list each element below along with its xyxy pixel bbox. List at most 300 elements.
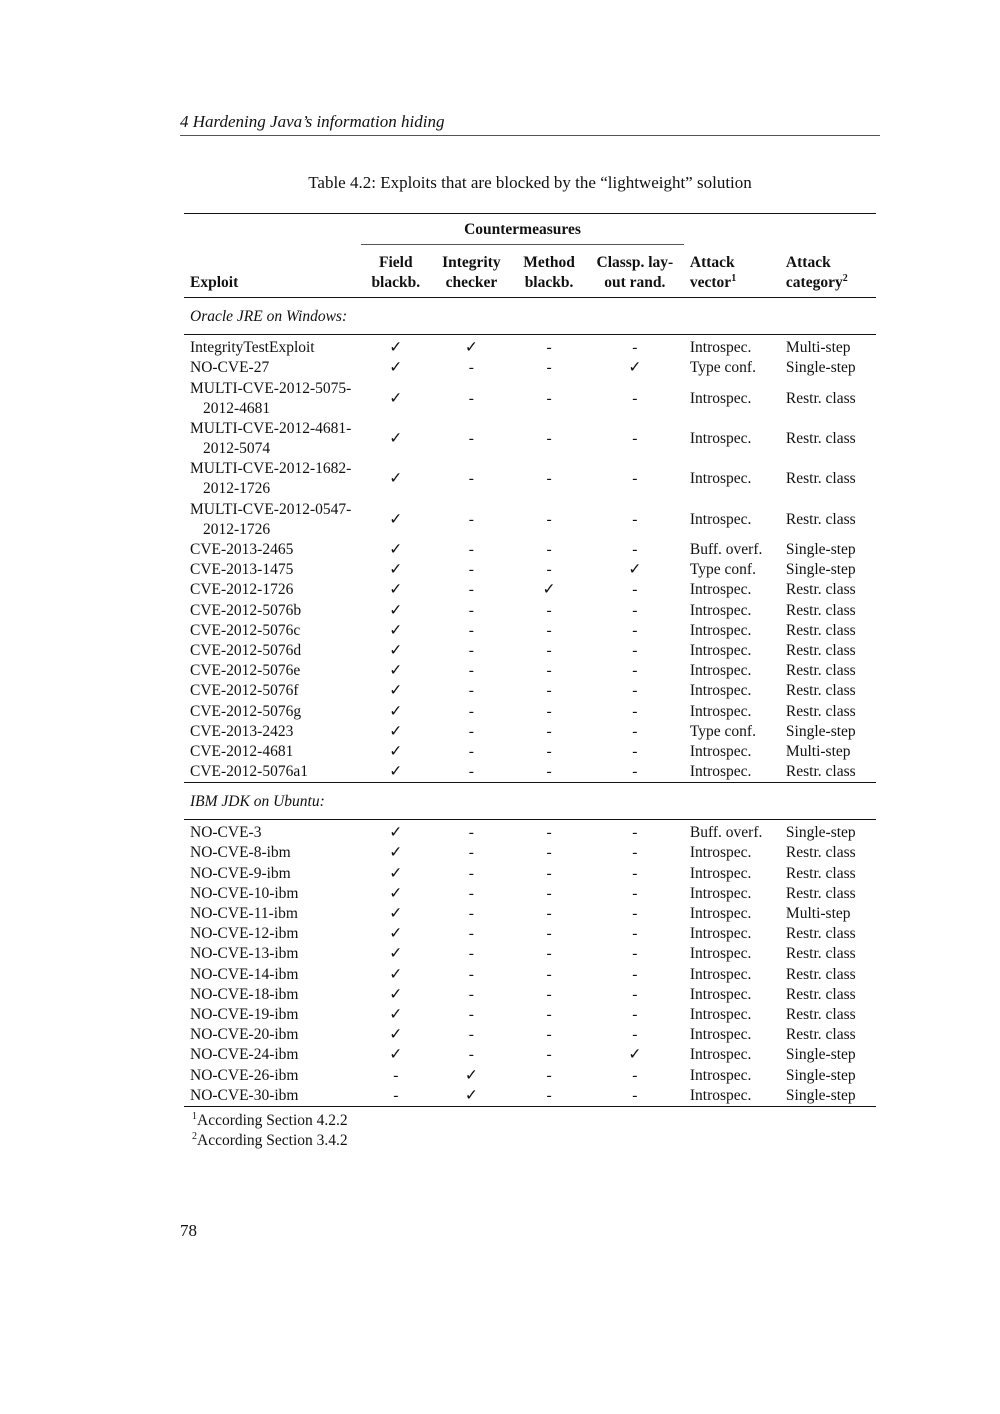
attack-category-cell: Restr. class [785,925,856,943]
method-blackb-cell: - [546,510,552,528]
attack-category-cell: Multi-step [785,339,851,357]
classp-layout-rand-cell: - [632,682,638,700]
attack-category-cell: Single-step [780,1086,876,1107]
attack-vector-cell: Introspec. [689,905,752,923]
method-blackb-cell: - [546,905,552,923]
classp-layout-rand-cell: - [632,905,638,923]
method-blackb-cell: - [546,682,552,700]
method-blackb-cell: - [546,662,552,680]
attack-category-cell: Restr. class [785,470,856,488]
table-row [184,419,876,459]
attack-category-cell: Restr. class [785,601,856,619]
attack-vector-cell: Type conf. [689,722,756,740]
method-blackb-cell: - [546,985,552,1003]
attack-vector-cell: Introspec. [684,1086,780,1107]
section-header-row [184,783,876,820]
exploit-name-cell [184,459,361,499]
field-blackb-cell: ✓ [389,722,403,740]
field-blackb-cell: ✓ [389,1046,403,1064]
field-blackb-cell: ✓ [389,682,403,700]
attack-category-cell: Restr. class [785,682,856,700]
field-blackb-cell: ✓ [389,561,403,579]
attack-category-cell: Single-step [785,824,856,842]
classp-layout-rand-cell: - [632,965,638,983]
exploit-name-line: NO-CVE-3 [190,824,262,842]
classp-layout-rand-cell: - [632,824,638,842]
classp-layout-rand-cell: - [632,1066,638,1084]
integrity-checker-cell: - [468,581,474,599]
exploit-name-cell [184,560,361,580]
exploit-name-line: NO-CVE-24-ibm [190,1046,299,1064]
attack-vector-cell: Introspec. [689,470,752,488]
integrity-checker-cell: - [468,429,474,447]
table-caption: Table 4.2: Exploits that are blocked by the “lightweight” solution [308,173,752,192]
exploit-name-line: NO-CVE-8-ibm [190,844,291,862]
table-row [184,1045,876,1065]
method-blackb-cell: - [512,762,586,783]
exploit-name-cell [184,601,361,621]
attack-vector-cell: Introspec. [689,1005,752,1023]
table-row [184,580,876,600]
integrity-checker-cell: - [468,905,474,923]
exploit-name-line: CVE-2013-2465 [190,541,294,559]
attack-vector-cell: Type conf. [689,561,756,579]
classp-layout-rand-cell: - [632,722,638,740]
method-blackb-cell: - [546,702,552,720]
attack-category-cell: Single-step [785,541,856,559]
method-blackb-cell: - [546,429,552,447]
table-row [184,1086,876,1107]
attack-vector-cell: Introspec. [689,662,752,680]
classp-layout-rand-cell: - [632,925,638,943]
running-head: 4 Hardening Java’s information hiding [180,112,880,136]
attack-category-cell: Restr. class [785,945,856,963]
section-title: Oracle JRE on Windows: [184,298,876,335]
field-blackb-cell: - [393,1066,399,1084]
exploit-name-cell [184,500,361,540]
attack-vector-cell: Introspec. [684,762,780,783]
table-row [184,904,876,924]
table-row [184,1005,876,1025]
integrity-checker-cell: - [468,389,474,407]
classp-layout-rand-cell: ✓ [628,1046,642,1064]
table-row [184,661,876,681]
table-row [184,843,876,863]
exploit-name-cell [184,701,361,721]
exploit-name-line: MULTI-CVE-2012-5075- [190,379,352,397]
exploit-name-cell [184,661,361,681]
table-row [184,621,876,641]
table-row [184,965,876,985]
integrity-checker-cell: - [468,722,474,740]
field-blackb-cell: ✓ [389,621,403,639]
attack-vector-cell: Introspec. [689,641,752,659]
table-row [184,762,876,783]
integrity-checker-cell: - [468,359,474,377]
field-blackb-cell: ✓ [389,864,403,882]
exploit-name-cell [184,358,361,378]
table-row [184,540,876,560]
table-row [184,681,876,701]
integrity-checker-cell: - [468,1046,474,1064]
integrity-checker-cell: - [468,510,474,528]
attack-category-cell: Single-step [785,1066,856,1084]
attack-category-cell: Restr. class [785,662,856,680]
footnotes [192,1111,348,1151]
method-blackb-cell: - [546,641,552,659]
table-row [184,560,876,580]
field-blackb-cell: ✓ [389,1005,403,1023]
exploit-name-cell [184,1065,361,1085]
method-blackb-cell: ✓ [542,581,556,599]
method-blackb-cell: - [512,1086,586,1107]
exploit-name-cell [184,681,361,701]
exploit-name-cell [184,621,361,641]
attack-category-cell: Single-step [785,1046,856,1064]
method-blackb-cell: - [546,884,552,902]
field-blackb-cell: ✓ [389,510,403,528]
integrity-checker-cell: - [468,925,474,943]
exploit-name-cell [184,580,361,600]
method-blackb-cell: - [546,389,552,407]
exploit-name-cell [184,864,361,884]
table-row [184,944,876,964]
exploit-name-cell [184,335,361,359]
footnote-mark: 2 [842,272,848,284]
table-row [184,500,876,540]
exploit-name-line: CVE-2012-5076e [190,662,301,680]
exploit-name-cell [184,924,361,944]
method-blackb-cell: - [546,864,552,882]
table-row [184,742,876,762]
attack-category-cell: Single-step [785,359,856,377]
exploit-name-line: MULTI-CVE-2012-4681- [190,419,352,437]
footnote-mark: 1 [192,1110,197,1122]
classp-layout-rand-cell: - [632,884,638,902]
exploit-name-line: CVE-2012-5076d [190,641,302,659]
table-row [184,1065,876,1085]
exploit-name-cell [184,722,361,742]
table-header [184,214,876,298]
integrity-checker-cell: - [468,844,474,862]
attack-vector-cell: Introspec. [689,339,752,357]
attack-category-cell: Restr. class [785,864,856,882]
field-blackb-cell: ✓ [389,662,403,680]
exploit-name-line: CVE-2012-5076c [190,621,301,639]
exploit-name-line: NO-CVE-20-ibm [190,1026,299,1044]
field-blackb-cell: ✓ [389,965,403,983]
countermeasures-header: Countermeasures [361,214,684,245]
field-blackb-cell: ✓ [389,470,403,488]
table-row [184,985,876,1005]
table-row [184,820,876,844]
footnote-1: $^1$According Section 4.2.2 [192,1110,348,1129]
exploit-name-line: NO-CVE-27 [190,359,270,377]
header-spacer [780,214,876,245]
header-spacer [184,214,361,245]
exploit-name-line: 2012-1726 [203,480,271,498]
attack-vector-cell: Introspec. [689,429,752,447]
attack-category-cell: Restr. class [785,985,856,1003]
table-row [184,924,876,944]
method-blackb-cell: - [546,601,552,619]
footnote-mark: 1 [731,272,737,284]
attack-vector-cell: Type conf. [689,359,756,377]
attack-vector-cell: Introspec. [689,581,752,599]
attack-category-cell: Restr. class [785,641,856,659]
exploit-name-cell [184,985,361,1005]
integrity-checker-cell: - [468,985,474,1003]
attack-category-cell: Restr. class [785,1026,856,1044]
attack-category-cell: Restr. class [785,429,856,447]
exploit-name-cell [184,419,361,459]
exploit-name-line: NO-CVE-11-ibm [190,905,298,923]
attack-category-cell: Restr. class [785,621,856,639]
field-blackb-cell: ✓ [389,581,403,599]
attack-category-cell: Restr. class [785,389,856,407]
classp-layout-rand-cell: - [632,621,638,639]
footnote-2: $^2$According Section 3.4.2 [192,1130,348,1149]
attack-vector-cell: Introspec. [689,682,752,700]
attack-vector-cell: Introspec. [689,844,752,862]
integrity-checker-cell: - [468,561,474,579]
attack-category-cell: Restr. class [785,510,856,528]
integrity-checker-cell: - [468,965,474,983]
table-body [184,298,876,1107]
field-blackb-cell: ✓ [389,702,403,720]
exploit-name-line: NO-CVE-12-ibm [190,925,299,943]
exploit-name-line: MULTI-CVE-2012-0547- [190,500,352,518]
section-title: IBM JDK on Ubuntu: [184,783,876,820]
classp-layout-rand-cell: - [632,662,638,680]
attack-category-cell: Restr. class [785,581,856,599]
attack-category-cell: Single-step [785,561,856,579]
exploit-name-line: CVE-2012-1726 [190,581,294,599]
integrity-checker-cell: - [468,641,474,659]
exploit-name-line: CVE-2012-5076b [190,601,302,619]
table-row [184,1025,876,1045]
attack-category-column-header: Attack category$^2$ [780,245,876,298]
integrity-checker-cell: - [468,742,474,760]
method-blackb-cell: - [546,359,552,377]
integrity-checker-column-header: Integrity checker [431,245,513,298]
classp-layout-rand-cell: - [632,429,638,447]
classp-layout-rand-cell: - [632,641,638,659]
classp-layout-rand-cell: - [632,1005,638,1023]
attack-category-cell: Single-step [785,722,856,740]
method-blackb-cell: - [546,470,552,488]
attack-vector-cell: Introspec. [689,884,752,902]
exploit-name-cell [184,762,361,783]
attack-category-cell: Restr. class [780,762,876,783]
field-blackb-cell: ✓ [389,925,403,943]
integrity-checker-cell: - [468,824,474,842]
integrity-checker-cell: - [468,662,474,680]
integrity-checker-cell: - [468,621,474,639]
exploits-table [184,213,876,1107]
table-row [184,459,876,499]
table-row [184,601,876,621]
attack-category-cell: Multi-step [785,742,851,760]
classp-layout-rand-cell: - [632,1026,638,1044]
integrity-checker-cell: ✓ [464,339,478,357]
integrity-checker-cell: - [468,541,474,559]
exploit-name-line: NO-CVE-14-ibm [190,965,299,983]
table-row [184,722,876,742]
method-blackb-cell: - [546,925,552,943]
classp-layout-rand-cell: - [632,510,638,528]
method-blackb-cell: - [546,945,552,963]
method-blackb-cell: - [546,1046,552,1064]
attack-vector-column-header: Attack vector$^1$ [684,245,780,298]
field-blackb-cell: - [361,1086,430,1107]
attack-category-cell: Restr. class [785,965,856,983]
field-blackb-cell: ✓ [389,541,403,559]
exploit-name-cell [184,904,361,924]
exploit-name-line: 2012-1726 [203,520,271,538]
exploit-name-cell [184,540,361,560]
method-blackb-cell: - [546,339,552,357]
field-blackb-cell: ✓ [389,945,403,963]
exploit-name-cell [184,820,361,844]
field-blackb-cell: ✓ [389,389,403,407]
attack-vector-cell: Introspec. [689,925,752,943]
integrity-checker-cell: - [468,601,474,619]
exploit-column-header: Exploit [184,245,361,298]
attack-vector-cell: Introspec. [689,945,752,963]
integrity-checker-cell: - [468,1005,474,1023]
method-blackb-cell: - [546,541,552,559]
exploit-name-cell [184,378,361,418]
classp-layout-rand-cell: - [632,339,638,357]
attack-vector-cell: Introspec. [689,601,752,619]
classp-layout-rand-cell: - [632,844,638,862]
classp-layout-rand-cell: - [632,985,638,1003]
classp-layout-rand-cell: - [632,601,638,619]
exploit-name-line: CVE-2013-2423 [190,722,294,740]
classp-layout-rand-cell: - [586,1086,684,1107]
integrity-checker-cell: - [431,762,513,783]
integrity-checker-cell: - [468,1026,474,1044]
exploit-name-line: 2012-5074 [203,439,271,457]
attack-vector-cell: Introspec. [689,621,752,639]
classp-layout-rand-cell: - [632,702,638,720]
integrity-checker-cell: - [468,682,474,700]
exploit-name-line: NO-CVE-13-ibm [190,945,299,963]
method-blackb-cell: - [546,824,552,842]
attack-vector-cell: Introspec. [689,510,752,528]
page-number: 78 [180,1221,197,1240]
attack-category-cell: Restr. class [785,1005,856,1023]
integrity-checker-cell: ✓ [464,1066,478,1084]
field-blackb-cell: ✓ [389,824,403,842]
table-row [184,884,876,904]
attack-vector-cell: Introspec. [689,389,752,407]
classp-layout-rand-cell: ✓ [628,561,642,579]
field-blackb-cell: ✓ [389,339,403,357]
method-blackb-cell: - [546,722,552,740]
classp-layout-rand-cell: - [632,945,638,963]
exploit-name-line: CVE-2012-5076a1 [190,763,308,781]
attack-vector-cell: Introspec. [689,702,752,720]
classp-layout-rand-cell: - [586,762,684,783]
field-blackb-cell: ✓ [389,905,403,923]
method-blackb-cell: - [546,1026,552,1044]
field-blackb-cell: ✓ [389,359,403,377]
attack-vector-cell: Introspec. [689,1046,752,1064]
field-blackb-cell: ✓ [361,762,430,783]
exploit-name-line: NO-CVE-19-ibm [190,1005,299,1023]
attack-vector-cell: Introspec. [689,965,752,983]
method-blackb-cell: - [546,1005,552,1023]
field-blackb-cell: ✓ [389,641,403,659]
field-blackb-cell: ✓ [389,1026,403,1044]
exploit-name-cell [184,843,361,863]
classp-layout-rand-cell: - [632,541,638,559]
method-blackb-cell: - [546,844,552,862]
exploit-name-cell [184,742,361,762]
classp-layout-rand-cell: - [632,581,638,599]
classp-layout-rand-cell: - [632,742,638,760]
method-blackb-column-header: Method blackb. [512,245,586,298]
field-blackb-cell: ✓ [389,985,403,1003]
header-spacer [684,214,780,245]
table-row [184,641,876,661]
exploit-name-line: CVE-2012-4681 [190,742,294,760]
field-blackb-cell: ✓ [389,884,403,902]
classp-layout-rand-cell: - [632,470,638,488]
attack-category-cell: Multi-step [785,905,851,923]
exploit-name-cell [184,944,361,964]
exploit-name-line: CVE-2012-5076g [190,702,302,720]
exploit-name-cell [184,1005,361,1025]
exploit-name-line: NO-CVE-30-ibm [190,1086,299,1104]
exploit-name-line: CVE-2013-1475 [190,561,294,579]
integrity-checker-cell: - [468,702,474,720]
integrity-checker-cell: - [468,864,474,882]
integrity-checker-cell: ✓ [431,1086,513,1107]
exploit-name-cell [184,641,361,661]
method-blackb-cell: - [546,621,552,639]
attack-vector-cell: Introspec. [689,864,752,882]
exploit-name-line: 2012-4681 [203,399,271,417]
classp-layout-rand-cell: - [632,389,638,407]
attack-vector-cell: Introspec. [689,1026,752,1044]
table-row [184,335,876,359]
exploit-name-cell [184,965,361,985]
field-blackb-column-header: Field blackb. [361,245,430,298]
integrity-checker-cell: - [468,945,474,963]
attack-vector-cell: Buff. overf. [689,824,763,842]
table-row [184,378,876,418]
attack-category-cell: Restr. class [785,884,856,902]
attack-vector-cell: Introspec. [689,985,752,1003]
classp-layout-rand-column-header: Classp. lay- out rand. [586,245,684,298]
method-blackb-cell: - [546,742,552,760]
attack-category-cell: Restr. class [785,844,856,862]
field-blackb-cell: ✓ [389,601,403,619]
field-blackb-cell: ✓ [389,429,403,447]
exploit-name-cell [184,1086,361,1107]
footnote-mark: 2 [192,1130,197,1142]
classp-layout-rand-cell: ✓ [628,359,642,377]
method-blackb-cell: - [546,1066,552,1084]
integrity-checker-cell: - [468,884,474,902]
classp-layout-rand-cell: - [632,864,638,882]
attack-category-cell: Restr. class [785,702,856,720]
exploit-name-line: IntegrityTestExploit [190,339,315,357]
exploit-name-line: NO-CVE-10-ibm [190,884,299,902]
